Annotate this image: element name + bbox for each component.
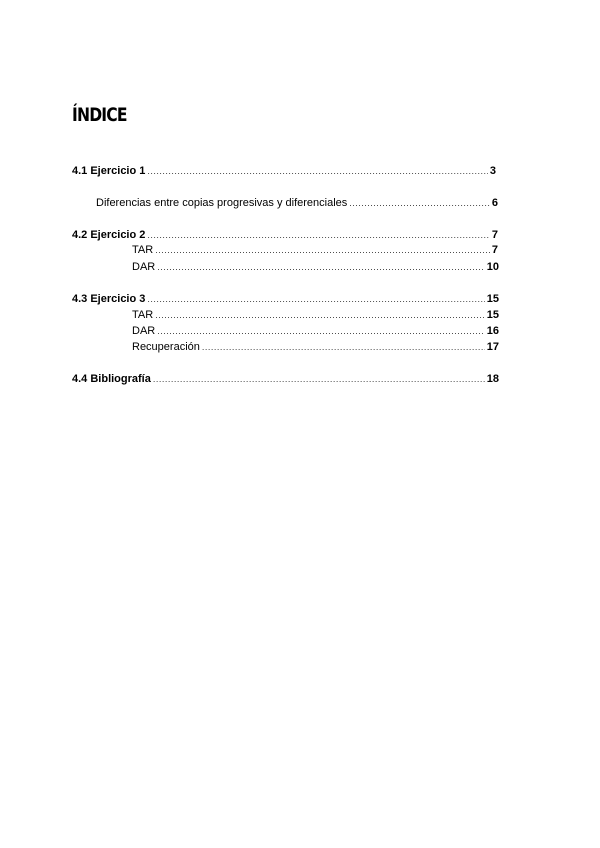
toc-entry-page: 6 — [491, 197, 498, 209]
toc-entry-page: 10 — [486, 261, 499, 273]
toc-entry-label: 4.3 Ejercicio 3 — [72, 293, 146, 305]
toc-entry-page: 15 — [486, 309, 499, 321]
toc-entry-ejercicio-1[interactable] — [72, 164, 496, 178]
toc-leader — [157, 324, 485, 338]
toc-leader — [157, 260, 485, 274]
toc-entry-tar-2[interactable] — [132, 243, 498, 257]
toc-entry-bibliografia[interactable] — [72, 372, 499, 386]
toc-leader — [147, 228, 489, 242]
toc-leader — [155, 308, 485, 322]
toc-leader — [155, 243, 490, 257]
toc-entry-page: 15 — [486, 293, 499, 305]
toc-entry-page: 16 — [486, 325, 499, 337]
toc-entry-page: 3 — [489, 165, 496, 177]
toc-entry-label: TAR — [132, 309, 154, 321]
toc-entry-page: 7 — [491, 244, 498, 256]
toc-leader — [349, 196, 490, 210]
toc-entry-dar-2[interactable] — [132, 260, 499, 274]
toc-entry-dar-3[interactable] — [132, 324, 499, 338]
toc-leader — [153, 372, 485, 386]
toc-entry-tar-3[interactable] — [132, 308, 499, 322]
toc-entry-label: DAR — [132, 261, 156, 273]
toc-entry-label: DAR — [132, 325, 156, 337]
toc-entry-ejercicio-3[interactable] — [72, 292, 499, 306]
toc-entry-label: 4.2 Ejercicio 2 — [72, 229, 146, 241]
toc-leader — [147, 164, 487, 178]
toc-entry-page: 7 — [491, 229, 498, 241]
toc-leader — [147, 292, 484, 306]
toc-entry-recuperacion[interactable] — [132, 340, 499, 354]
toc-entry-page: 17 — [486, 341, 499, 353]
toc-entry-label: Diferencias entre copias progresivas y diferenciales — [96, 197, 348, 209]
toc-leader — [202, 340, 485, 354]
toc-entry-label: Recuperación — [132, 341, 200, 353]
toc-entry-ejercicio-2[interactable] — [72, 228, 498, 242]
toc-entry-label: 4.1 Ejercicio 1 — [72, 165, 146, 177]
toc-entry-label: 4.4 Bibliografía — [72, 373, 151, 385]
toc-entry-label: TAR — [132, 244, 154, 256]
toc-entry-page: 18 — [486, 373, 499, 385]
page-title: ÍNDICE — [72, 104, 127, 126]
toc-entry-diferencias[interactable] — [96, 196, 498, 210]
